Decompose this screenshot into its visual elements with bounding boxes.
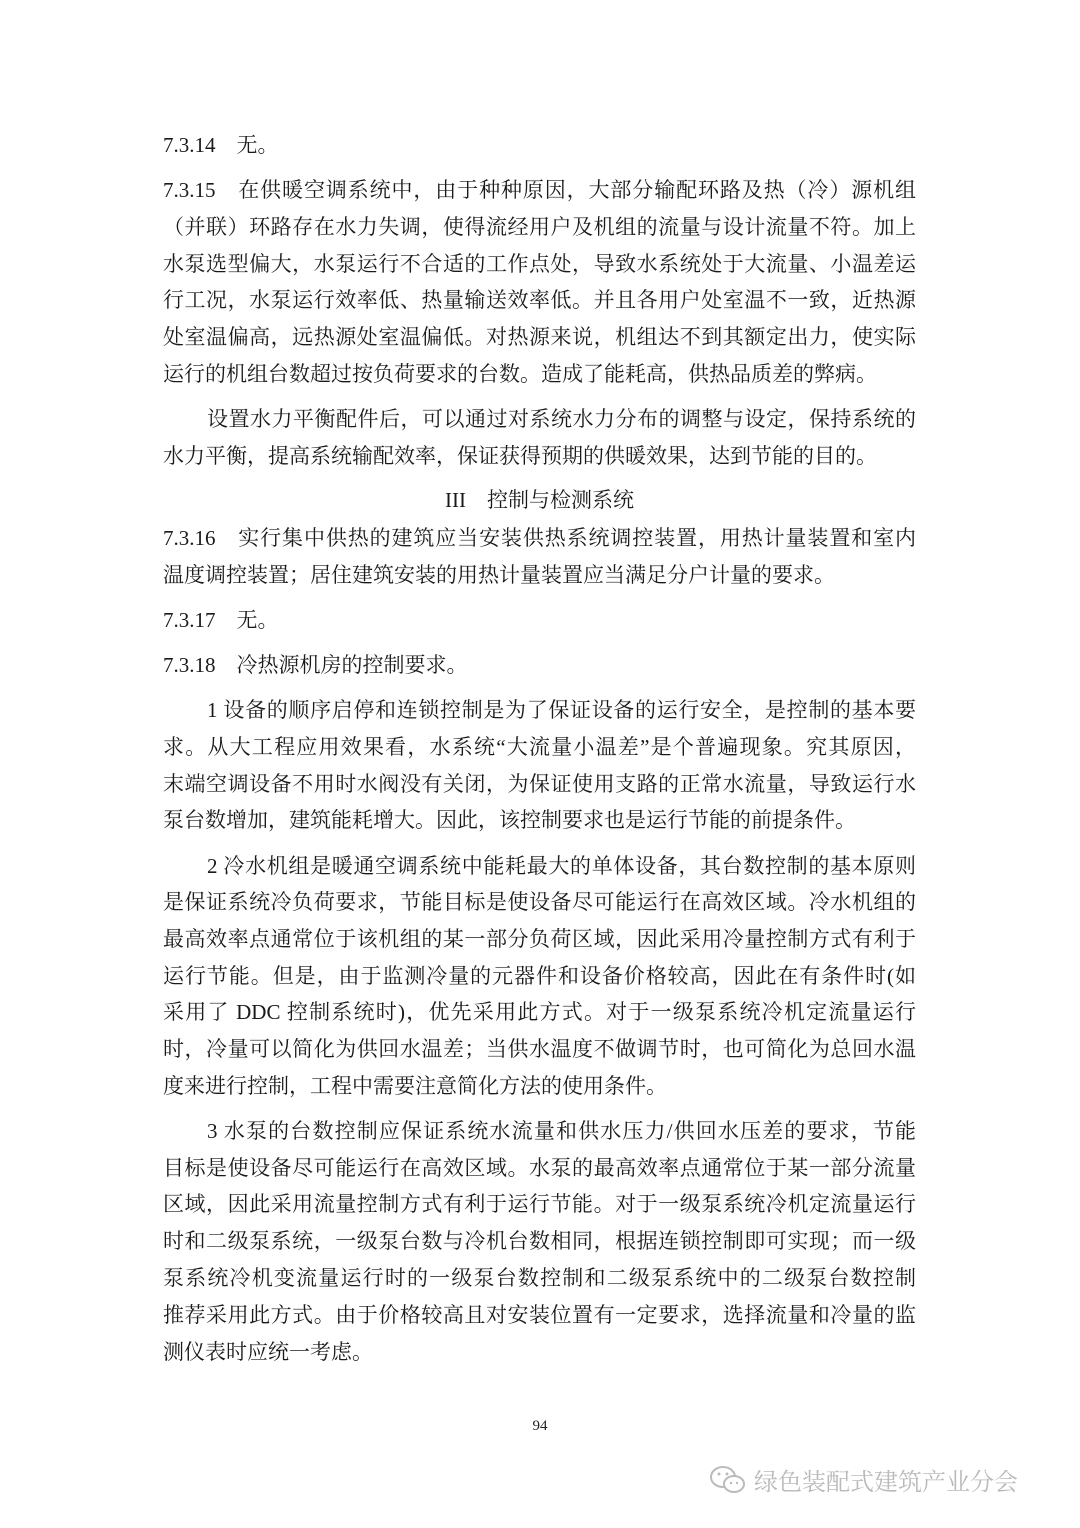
- watermark-text: 绿色装配式建筑产业分会: [754, 1468, 1018, 1496]
- section-heading: III 控制与检测系统: [445, 488, 634, 512]
- text-line: 运行节能。但是，由于监测冷量的元器件和设备价格较高，因此在有条件时(如: [163, 964, 916, 988]
- text-line: 采用了 DDC 控制系统时)，优先采用此方式。对于一级泵系统冷机定流量运行: [163, 1000, 916, 1024]
- text-line: 水泵选型偏大，水泵运行不合适的工作点处，导致水系统处于大流量、小温差运: [163, 252, 916, 276]
- text-line: 是保证系统冷负荷要求，节能目标是使设备尽可能运行在高效区域。冷水机组的: [163, 890, 916, 914]
- text-line: 目标是使设备尽可能运行在高效区域。水泵的最高效率点通常位于某一部分流量: [163, 1156, 916, 1180]
- text-line: 泵系统冷机变流量运行时的一级泵台数控制和二级泵系统中的二级泵台数控制: [163, 1266, 916, 1290]
- text-line: 时，冷量可以简化为供回水温差；当供水温度不做调节时，也可简化为总回水温: [163, 1037, 916, 1061]
- text-line: 7.3.18 冷热源机房的控制要求。: [163, 653, 468, 677]
- text-line: 温度调控装置；居住建筑安装的用热计量装置应当满足分户计量的要求。: [163, 563, 835, 587]
- text-line: 测仪表时应统一考虑。: [163, 1340, 373, 1364]
- page-number: 94: [532, 1418, 548, 1434]
- text-line: （并联）环路存在水力失调，使得流经用户及机组的流量与设计流量不符。加上: [163, 215, 916, 239]
- text-line: 设置水力平衡配件后，可以通过对系统水力分布的调整与设定，保持系统的: [207, 407, 916, 431]
- watermark: [708, 1462, 1018, 1497]
- text-line: 7.3.15 在供暖空调系统中，由于种种原因，大部分输配环路及热（冷）源机组: [163, 178, 916, 202]
- text-line: 行工况，水泵运行效率低、热量输送效率低。并且各用户处室温不一致，近热源: [163, 288, 916, 312]
- text-line: 末端空调设备不用时水阀没有关闭，为保证使用支路的正常水流量，导致运行水: [163, 772, 916, 796]
- text-line: 水力平衡，提高系统输配效率，保证获得预期的供暖效果，达到节能的目的。: [163, 444, 877, 468]
- wechat-icon: [708, 1464, 748, 1496]
- text-line: 推荐采用此方式。由于价格较高且对安装位置有一定要求，选择流量和冷量的监: [163, 1303, 916, 1327]
- text-line: 3 水泵的台数控制应保证系统水流量和供水压力/供回水压差的要求，节能: [207, 1119, 916, 1143]
- text-line: 时和二级泵系统，一级泵台数与冷机台数相同，根据连锁控制即可实现；而一级: [163, 1229, 916, 1253]
- text-line: 2 冷水机组是暖通空调系统中能耗最大的单体设备，其台数控制的基本原则: [207, 854, 916, 878]
- text-line: 7.3.16 实行集中供热的建筑应当安装供热系统调控装置，用热计量装置和室内: [163, 526, 916, 550]
- text-line: 区域，因此采用流量控制方式有利于运行节能。对于一级泵系统冷机定流量运行: [163, 1192, 916, 1216]
- text-line: 7.3.14 无。: [163, 133, 279, 157]
- text-line: 运行的机组台数超过按负荷要求的台数。造成了能耗高，供热品质差的弊病。: [163, 362, 877, 386]
- text-line: 1 设备的顺序启停和连锁控制是为了保证设备的运行安全，是控制的基本要: [207, 698, 916, 722]
- text-line: 处室温偏高，远热源处室温偏低。对热源来说，机组达不到其额定出力，使实际: [163, 325, 916, 349]
- text-line: 泵台数增加，建筑能耗增大。因此，该控制要求也是运行节能的前提条件。: [163, 808, 856, 832]
- text-line: 7.3.17 无。: [163, 608, 279, 632]
- text-line: 最高效率点通常位于该机组的某一部分负荷区域，因此采用冷量控制方式有利于: [163, 927, 916, 951]
- text-line: 求。从大工程应用效果看，水系统“大流量小温差”是个普遍现象。究其原因，: [163, 735, 916, 759]
- text-line: 度来进行控制，工程中需要注意简化方法的使用条件。: [163, 1074, 667, 1098]
